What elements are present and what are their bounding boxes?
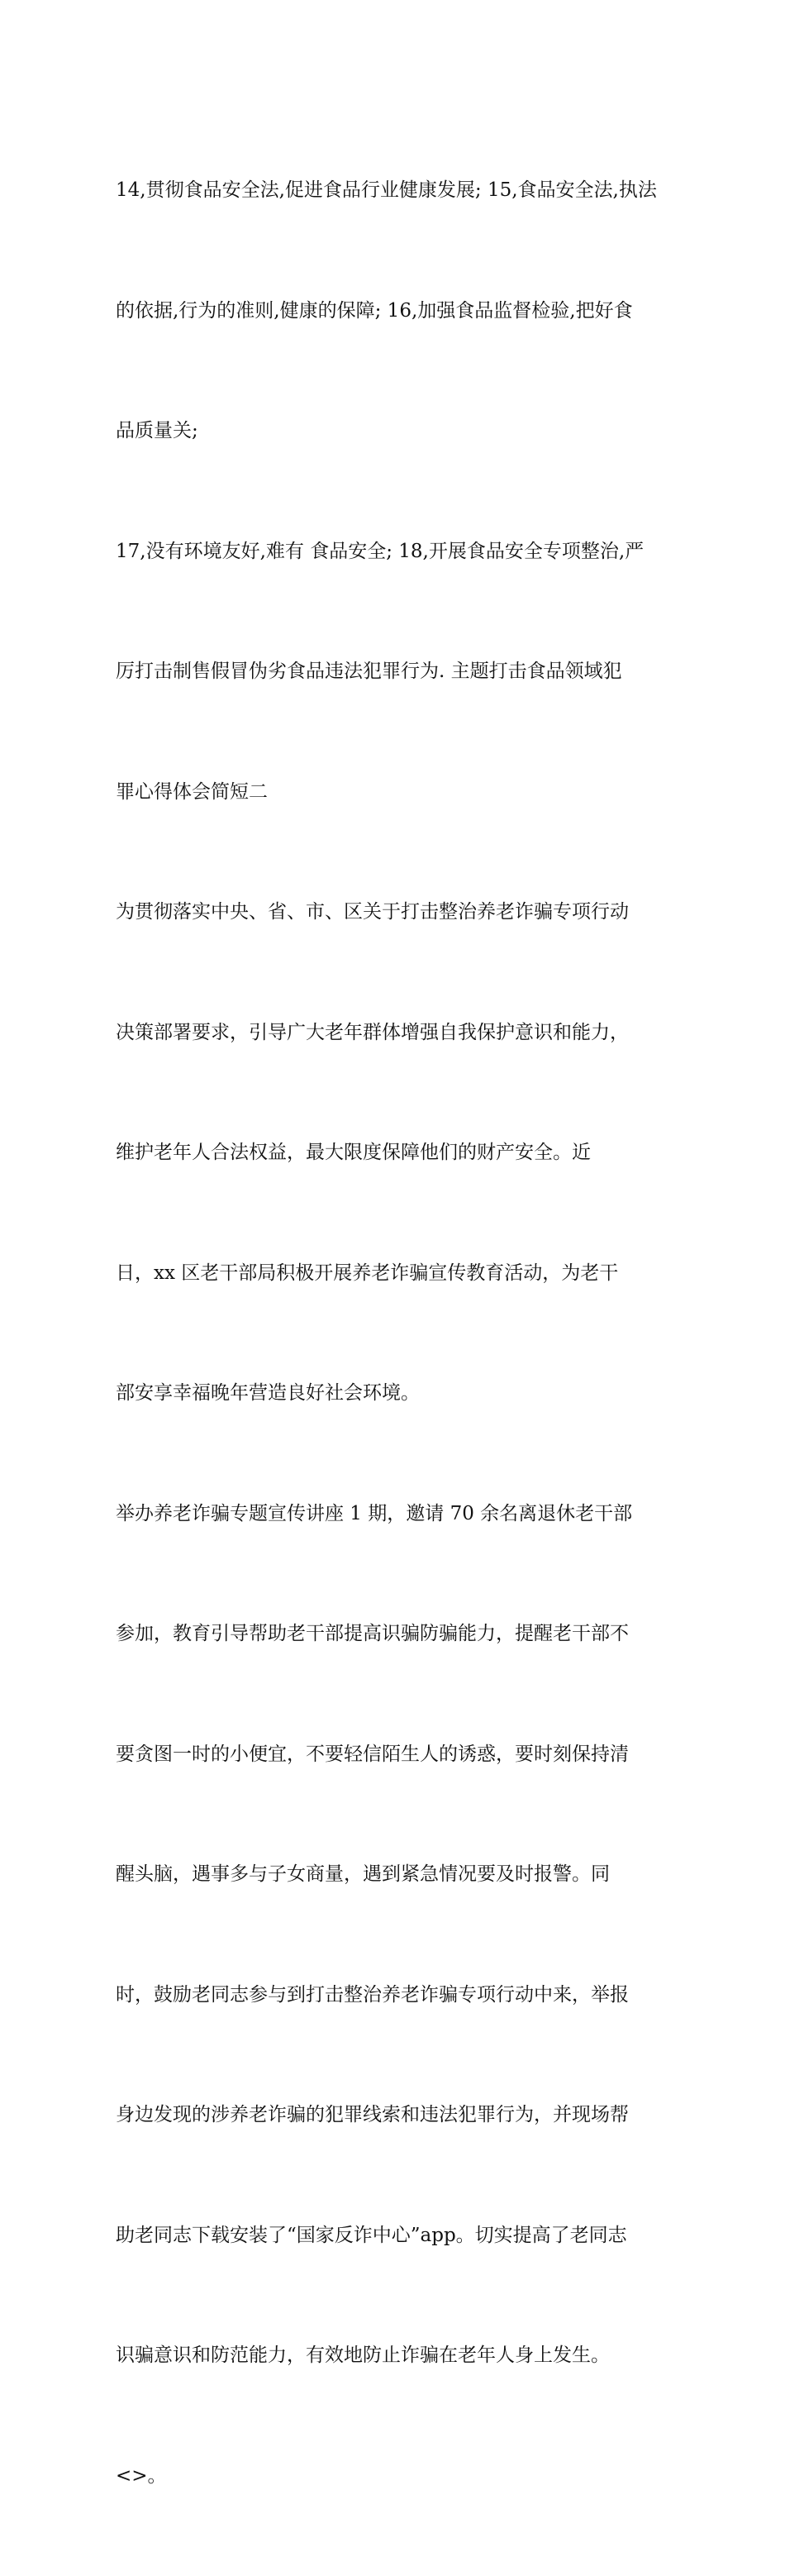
text-line: 举办养老诈骗专题宣传讲座 1 期，邀请 70 余名离退休老干部: [116, 1502, 633, 1524]
text-line: <>。: [116, 2464, 167, 2487]
document-body: [116, 90, 678, 2576]
text-line: 参加，教育引导帮助老干部提高识骗防骗能力，提醒老干部不: [116, 1623, 629, 1644]
text-line: 识骗意识和防范能力，有效地防止诈骗在老年人身上发生。: [116, 2345, 610, 2366]
text-line: 14,贯彻食品安全法,促进食品行业健康发展; 15,食品安全法,执法: [116, 179, 657, 201]
text-line: 身边发现的涉养老诈骗的犯罪线索和违法犯罪行为，并现场帮: [116, 2104, 629, 2125]
text-line: 17,没有环境友好,难有 食品安全; 18,开展食品安全专项整治,严: [116, 540, 645, 562]
text-line: 为贯彻落实中央、省、市、区关于打击整治养老诈骗专项行动: [116, 901, 629, 923]
text-line: 时，鼓励老同志参与到打击整治养老诈骗专项行动中来，举报: [116, 1983, 629, 2006]
text-line: 的依据,行为的准则,健康的保障; 16,加强食品监督检验,把好食: [116, 299, 633, 322]
text-line: 品质量关;: [116, 420, 198, 441]
text-line: 日，xx 区老干部局积极开展养老诈骗宣传教育活动，为老干: [116, 1262, 619, 1284]
text-line: 维护老年人合法权益，最大限度保障他们的财产安全。近: [116, 1142, 591, 1163]
text-line: 厉打击制售假冒伪劣食品违法犯罪行为. 主题打击食品领域犯: [116, 661, 622, 682]
text-line: 罪心得体会简短二: [116, 780, 268, 803]
text-line: 醒头脑，遇事多与子女商量，遇到紧急情况要及时报警。同: [116, 1863, 610, 1885]
text-line: 要贪图一时的小便宜，不要轻信陌生人的诱惑，要时刻保持清: [116, 1743, 629, 1765]
text-line: 部安享幸福晚年营造良好社会环境。: [116, 1382, 420, 1404]
text-line: 决策部署要求，引导广大老年群体增强自我保护意识和能力，: [116, 1021, 629, 1043]
text-line: 助老同志下载安装了“国家反诈中心”app。切实提高了老同志: [116, 2224, 627, 2246]
